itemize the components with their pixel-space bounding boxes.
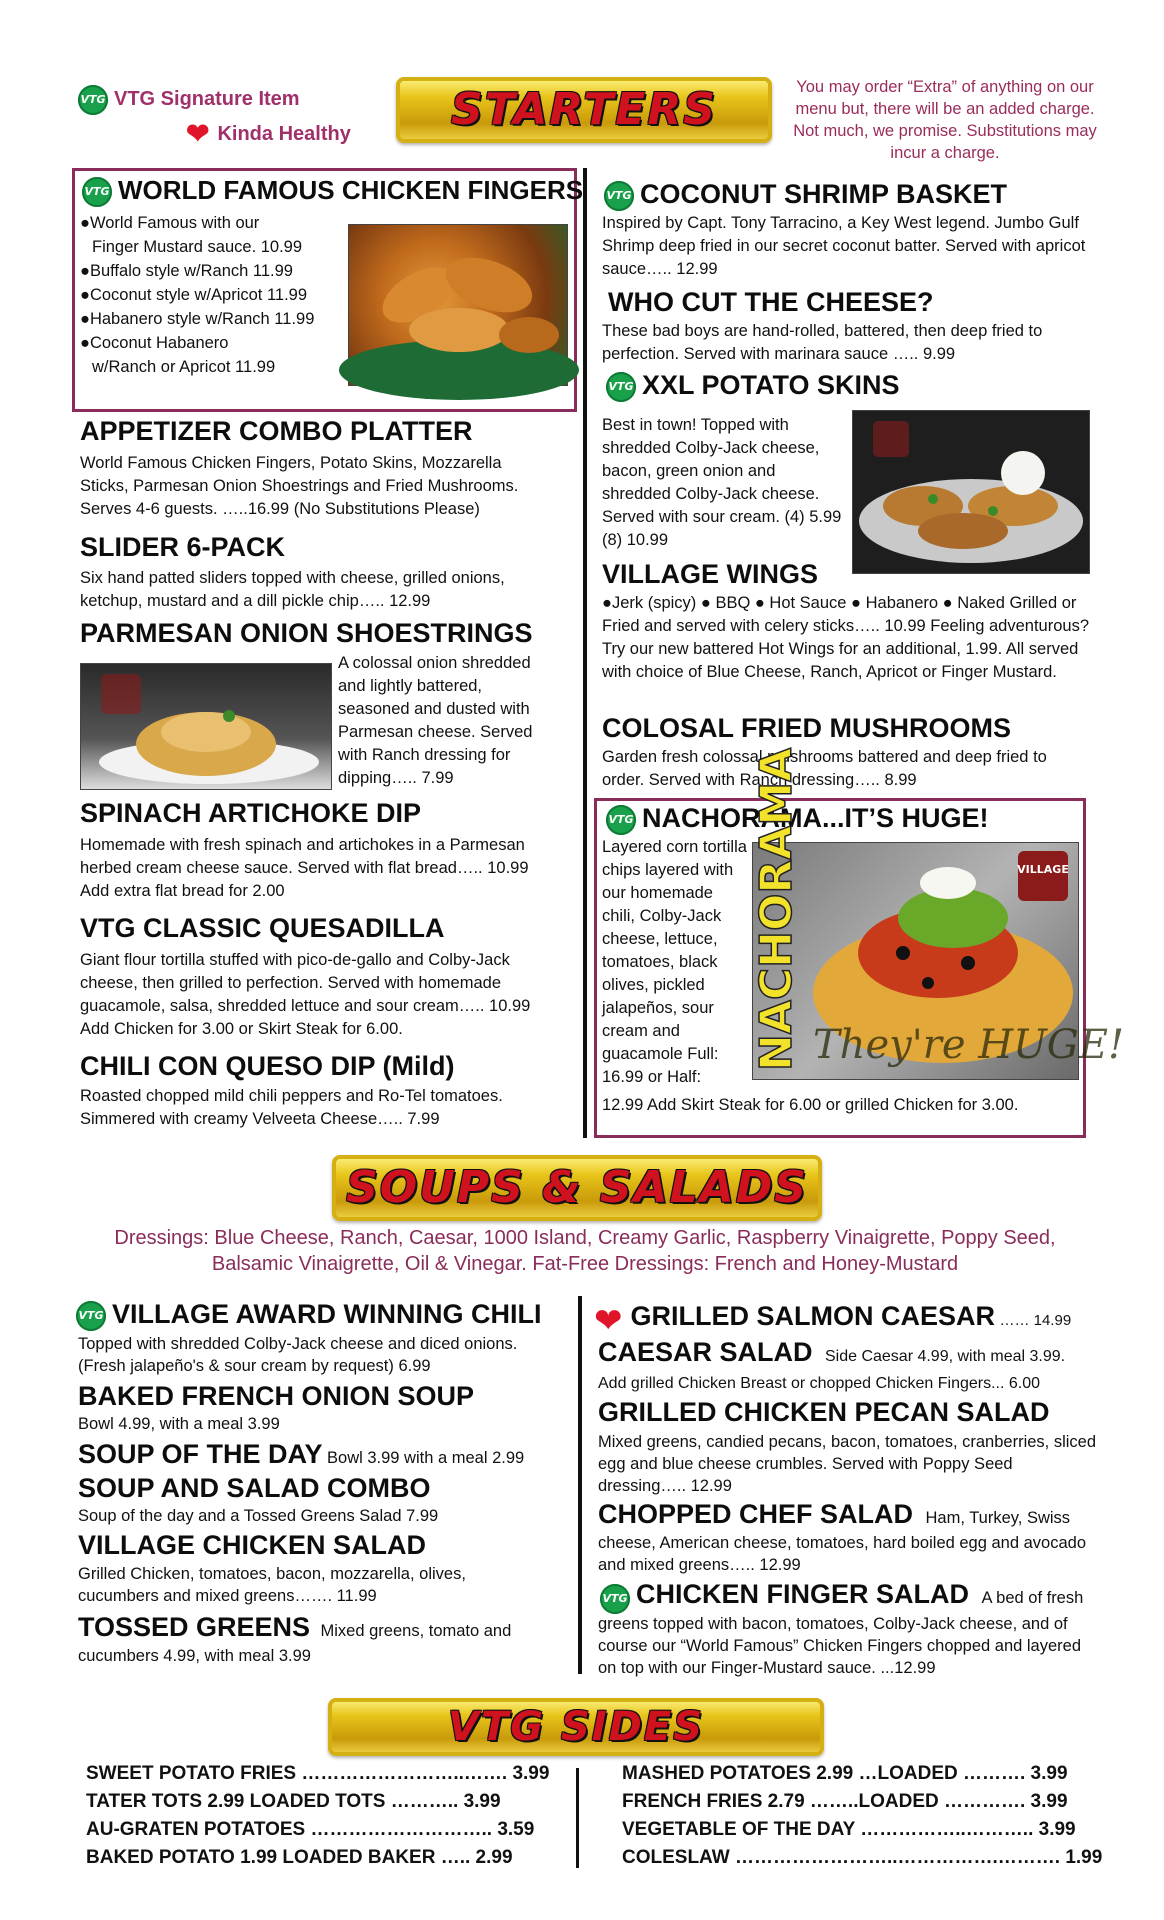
caesar-desc: Side Caesar 4.99, with meal 3.99. xyxy=(824,1348,1066,1365)
mushrooms-desc: Garden fresh colossal mushrooms battered and deep fried to order. Served with Ranch dressing….. 8.99 xyxy=(602,748,1047,789)
onion-soup-title: BAKED FRENCH ONION SOUP xyxy=(78,1381,475,1411)
caesar-title: CAESAR SALAD xyxy=(598,1337,813,1367)
combo-title: APPETIZER COMBO PLATTER xyxy=(80,416,473,446)
finger-salad-desc: A bed of fresh xyxy=(981,1589,1084,1607)
chicken-fingers-photo xyxy=(348,224,568,386)
shoestrings-desc: A colossal onion shredded and lightly battered, seasoned and dusted with Parmesan cheese. Served with Ranch dressing for dipping….. 7.99 xyxy=(338,654,533,787)
spinach-desc: Homemade with fresh spinach and artichokes in a Parmesan herbed cream cheese sauce. Served with flat bread….. 10.99 Add extra flat bread for 2.00 xyxy=(80,836,529,900)
spinach-title: SPINACH ARTICHOKE DIP xyxy=(80,798,422,828)
caesar xyxy=(598,1336,1065,1368)
potato-skins-photo xyxy=(852,410,1090,574)
soups-salads-heading: SOUPS & SALADS xyxy=(346,1162,808,1213)
nachorama-desc: Layered corn tortilla chips layered with our homemade chili, Colby-Jack cheese, lettuce, tomatoes, black olives, pickled jalapeños, sour cream and guacamole Full: 16.99 or Half: xyxy=(602,838,747,1086)
chili-title-text: VILLAGE AWARD WINNING CHILI xyxy=(112,1299,542,1329)
tossed-desc: Mixed greens, tomato and xyxy=(320,1622,512,1640)
chef-desc-2: cheese, American cheese, tomatoes, hard boiled egg and avocado and mixed greens….. 12.99 xyxy=(598,1534,1086,1574)
quesadilla-desc: Giant flour tortilla stuffed with pico-de-gallo and Colby-Jack cheese, then grilled to perfection. Served with homemade guacamole, salsa, shredded lettuce and sour cream….. 10.99 Add Chicken for 3.00 or Skirt Steak for 6.00. xyxy=(80,951,531,1038)
signature-legend xyxy=(78,84,351,115)
starters-heading: STARTERS xyxy=(451,84,717,135)
side-item: FRENCH FRIES 2.79 ……..LOADED …………. 3.99 xyxy=(622,1791,1068,1812)
shrimp-title xyxy=(604,178,1007,211)
pecan-desc: Mixed greens, candied pecans, bacon, tomatoes, cranberries, sliced egg and blue cheese crumbles. Served with Poppy Seed dressing….. 12.99 xyxy=(598,1433,1097,1495)
healthy-legend xyxy=(78,119,351,149)
finger-salad-title: CHICKEN FINGER SALAD xyxy=(636,1579,970,1609)
quesadilla-title: VTG CLASSIC QUESADILLA xyxy=(80,913,445,943)
chef-desc: Ham, Turkey, Swiss xyxy=(925,1509,1071,1527)
vtg-badge-icon: VTG xyxy=(604,181,634,211)
list-item: ●Coconut Habanero xyxy=(80,334,229,352)
slider-desc: Six hand patted sliders topped with cheese, grilled onions, ketchup, mustard and a dill pickle chip….. 12.99 xyxy=(80,569,505,610)
soup-day xyxy=(78,1438,524,1470)
pecan-title: GRILLED CHICKEN PECAN SALAD xyxy=(598,1397,1050,1427)
finger-salad xyxy=(600,1578,1083,1614)
shrimp-title-text: COCONUT SHRIMP BASKET xyxy=(640,179,1008,209)
shoestrings-photo xyxy=(80,663,332,790)
sides-heading: VTG SIDES xyxy=(447,1704,705,1750)
village-logo-text: VILLAGE xyxy=(1017,863,1069,876)
nachorama-img-word: NACHORAMA xyxy=(751,747,802,1071)
heart-icon: ❤ xyxy=(594,1301,623,1340)
chicken-fingers-title-text: WORLD FAMOUS CHICKEN FINGERS xyxy=(118,175,584,205)
sides-left xyxy=(86,1760,549,1872)
salmon-price: …… 14.99 xyxy=(999,1312,1072,1329)
combo-desc: World Famous Chicken Fingers, Potato Skins, Mozzarella Sticks, Parmesan Onion Shoestrings and Fried Mushrooms. Serves 4-6 guests. …..16.99 (No Substitutions Please) xyxy=(80,454,519,518)
wings-desc: ●Jerk (spicy) ● BBQ ● Hot Sauce ● Habanero ● Naked Grilled or Fried and served with celery sticks….. 10.99 Feeling adventurous? Try our new battered Hot Wings for an additional, 1.99. All served with choice of Blue Cheese, Ranch, Apricot or Finger Mustard. xyxy=(602,594,1089,681)
chili-desc: Topped with shredded Colby-Jack cheese and diced onions. (Fresh jalapeño's & sour cream by request) 6.99 xyxy=(78,1335,518,1375)
vtg-badge-icon: VTG xyxy=(76,1301,106,1331)
side-item: SWEET POTATO FRIES ……………………..……. 3.99 xyxy=(86,1763,550,1784)
signature-label: VTG Signature Item xyxy=(114,88,300,110)
list-item: Finger Mustard sauce. 10.99 xyxy=(92,238,303,256)
legend xyxy=(78,84,351,149)
chef-title: CHOPPED CHEF SALAD xyxy=(598,1499,914,1529)
village-chicken-title: VILLAGE CHICKEN SALAD xyxy=(78,1530,427,1560)
list-item: ●World Famous with our xyxy=(80,214,260,232)
wings-title: VILLAGE WINGS xyxy=(602,559,818,589)
cheese-desc: These bad boys are hand-rolled, battered, then deep fried to perfection. Served with marinara sauce ….. 9.99 xyxy=(602,322,1043,363)
queso-title: CHILI CON QUESO DIP (Mild) xyxy=(80,1051,455,1081)
tossed-greens xyxy=(78,1611,511,1643)
starters-banner xyxy=(396,77,772,143)
soups-salads-banner xyxy=(332,1155,822,1221)
list-item: w/Ranch or Apricot 11.99 xyxy=(92,358,276,376)
soup-day-desc: Bowl 3.99 with a meal 2.99 xyxy=(327,1449,525,1467)
vtg-badge-icon: VTG xyxy=(600,1584,630,1614)
tossed-title: TOSSED GREENS xyxy=(78,1612,311,1642)
chicken-fingers-title xyxy=(82,174,583,207)
queso-desc: Roasted chopped mild chili peppers and Ro-Tel tomatoes. Simmered with creamy Velveeta Cheese….. 7.99 xyxy=(80,1087,503,1128)
list-item: ●Habanero style w/Ranch 11.99 xyxy=(80,310,315,328)
vtg-badge-icon: VTG xyxy=(82,177,112,207)
sides-banner xyxy=(328,1698,824,1756)
caesar-desc-2: Add grilled Chicken Breast or chopped Chicken Fingers... 6.00 xyxy=(598,1375,1041,1392)
extra-note: You may order “Extra” of anything on our menu but, there will be an added charge. Not much, we promise. Substitutions may incur a charge. xyxy=(793,78,1097,162)
salmon xyxy=(594,1300,1072,1340)
healthy-label: Kinda Healthy xyxy=(217,122,351,145)
list-item: ●Buffalo style w/Ranch 11.99 xyxy=(80,262,293,280)
nachorama-desc-2: 12.99 Add Skirt Steak for 6.00 or grilled Chicken for 3.00. xyxy=(602,1096,1019,1114)
soup-day-title: SOUP OF THE DAY xyxy=(78,1439,323,1469)
side-item: VEGETABLE OF THE DAY ……………..……….. 3.99 xyxy=(622,1819,1076,1840)
side-item: COLESLAW ……………………..…………….………. 1.99 xyxy=(622,1847,1103,1868)
vtg-badge-icon: VTG xyxy=(78,85,108,115)
side-item: TATER TOTS 2.99 LOADED TOTS ……….. 3.99 xyxy=(86,1791,501,1812)
tossed-desc-2: cucumbers 4.99, with meal 3.99 xyxy=(78,1647,311,1665)
column-divider xyxy=(578,1296,582,1674)
side-item: AU-GRATEN POTATOES ……………………….. 3.59 xyxy=(86,1819,535,1840)
onion-soup-desc: Bowl 4.99, with a meal 3.99 xyxy=(78,1415,280,1433)
nachorama-img-tag: They're HUGE! xyxy=(813,1022,1125,1068)
soup-combo-title: SOUP AND SALAD COMBO xyxy=(78,1473,431,1503)
village-chicken-desc: Grilled Chicken, tomatoes, bacon, mozzarella, olives, cucumbers and mixed greens……. 11.99 xyxy=(78,1565,466,1605)
list-item: ●Coconut style w/Apricot 11.99 xyxy=(80,286,308,304)
slider-title: SLIDER 6-PACK xyxy=(80,532,286,562)
chili-title xyxy=(76,1298,541,1331)
sides-right xyxy=(622,1760,1102,1872)
skins-title xyxy=(606,369,900,402)
finger-salad-desc-2: greens topped with bacon, tomatoes, Colby-Jack cheese, and of course our “World Famous” Chicken Fingers chopped and layered on top with our Finger-Mustard sauce. ...12.99 xyxy=(598,1615,1082,1677)
nachorama-title-text: NACHORAMA...IT’S HUGE! xyxy=(642,803,989,833)
vtg-badge-icon: VTG xyxy=(606,805,636,835)
column-divider xyxy=(583,168,587,1138)
column-divider xyxy=(576,1768,579,1868)
heart-icon: ❤ xyxy=(186,118,210,150)
chicken-fingers-list xyxy=(80,211,350,379)
skins-title-text: XXL POTATO SKINS xyxy=(642,370,900,400)
salmon-title: GRILLED SALMON CAESAR xyxy=(630,1301,995,1331)
skins-desc: Best in town! Topped with shredded Colby-Jack cheese, bacon, green onion and shredded Colby-Jack cheese. Served with sour cream. (4) 5.99 (8) 10.99 xyxy=(602,416,842,549)
shrimp-desc: Inspired by Capt. Tony Tarracino, a Key West legend. Jumbo Gulf Shrimp deep fried in our secret coconut batter. Served with apricot sauce….. 12.99 xyxy=(602,214,1086,278)
soup-combo-desc: Soup of the day and a Tossed Greens Salad 7.99 xyxy=(78,1507,439,1525)
shoestrings-title: PARMESAN ONION SHOESTRINGS xyxy=(80,618,533,648)
vtg-badge-icon: VTG xyxy=(606,372,636,402)
side-item: MASHED POTATOES 2.99 …LOADED ………. 3.99 xyxy=(622,1763,1068,1784)
cheese-title: WHO CUT THE CHEESE? xyxy=(608,287,934,317)
dressings-note: Dressings: Blue Cheese, Ranch, Caesar, 1000 Island, Creamy Garlic, Raspberry Vinaigrette, Poppy Seed, Balsamic Vinaigrette, Oil & Vinegar. Fat-Free Dressings: French and Honey-Mustard xyxy=(114,1227,1056,1275)
chef xyxy=(598,1498,1070,1530)
side-item: BAKED POTATO 1.99 LOADED BAKER ….. 2.99 xyxy=(86,1847,513,1868)
mushrooms-title: COLOSAL FRIED MUSHROOMS xyxy=(602,713,1012,743)
